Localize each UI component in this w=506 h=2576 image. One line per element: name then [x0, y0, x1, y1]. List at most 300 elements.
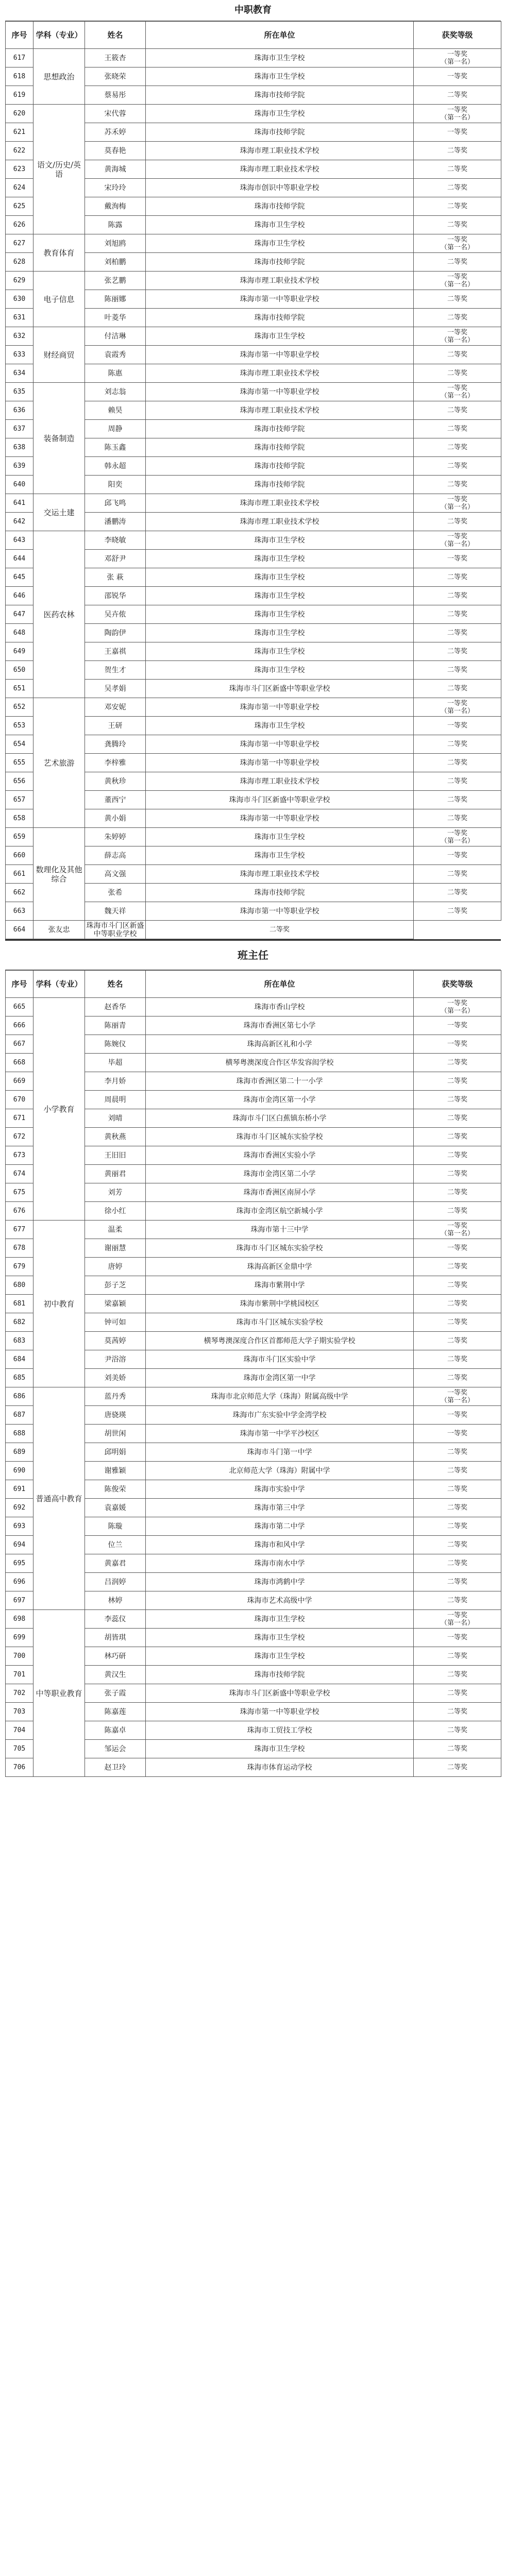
award-level: 二等奖	[414, 86, 501, 105]
award-level: 二等奖	[414, 1499, 501, 1517]
teacher-name: 宋玲玲	[85, 179, 146, 197]
award-level: 一等奖	[414, 1406, 501, 1425]
teacher-name: 钟可如	[85, 1313, 146, 1332]
school-name: 珠海市斗门区白蕉镇东桥小学	[146, 1109, 414, 1128]
row-number: 694	[6, 1536, 33, 1554]
teacher-name: 戴洵梅	[85, 197, 146, 216]
award-level: 二等奖	[414, 605, 501, 624]
row-number: 670	[6, 1091, 33, 1109]
teacher-name: 张子霞	[85, 1684, 146, 1703]
award-level: 二等奖	[414, 1146, 501, 1165]
award-level: 二等奖	[414, 1666, 501, 1684]
table-row	[6, 327, 501, 346]
row-number: 689	[6, 1443, 33, 1462]
teacher-name: 胡世闲	[85, 1425, 146, 1443]
row-number: 678	[6, 1239, 33, 1258]
school-name: 珠海市理工职业技术学校	[146, 494, 414, 513]
award-level: 一等奖 （第一名）	[414, 1387, 501, 1406]
table-row	[6, 383, 501, 401]
school-name: 珠海高新区金鼎中学	[146, 1258, 414, 1276]
school-name: 珠海市第一中等职业学校	[146, 383, 414, 401]
award-level: 一等奖	[414, 123, 501, 142]
school-name: 珠海市第一中等职业学校	[146, 902, 414, 921]
award-level: 二等奖	[414, 1480, 501, 1499]
row-number: 651	[6, 680, 33, 698]
school-name: 珠海市理工职业技术学校	[146, 142, 414, 160]
school-name: 北京师范大学（珠海）附属中学	[146, 1462, 414, 1480]
row-number: 617	[6, 49, 33, 67]
award-level: 二等奖	[414, 290, 501, 309]
award-level: 二等奖	[414, 1350, 501, 1369]
subject-category: 装备制造	[33, 383, 85, 494]
award-level: 二等奖	[414, 438, 501, 457]
school-name: 珠海市卫生学校	[146, 1740, 414, 1758]
school-name: 珠海市卫生学校	[146, 327, 414, 346]
row-number: 641	[6, 494, 33, 513]
teacher-name: 周晨明	[85, 1091, 146, 1109]
row-number: 699	[6, 1629, 33, 1647]
header-row	[6, 22, 501, 49]
teacher-name: 宋代蓉	[85, 105, 146, 123]
teacher-name: 谢丽慧	[85, 1239, 146, 1258]
teacher-name: 王嘉祺	[85, 642, 146, 661]
row-number: 698	[6, 1610, 33, 1629]
row-number: 685	[6, 1369, 33, 1387]
section-title: 中职教育	[5, 0, 501, 21]
award-level: 一等奖 （第一名）	[414, 828, 501, 846]
teacher-name: 魏天祥	[85, 902, 146, 921]
teacher-name: 陈丽青	[85, 1016, 146, 1035]
row-number: 663	[6, 902, 33, 921]
teacher-name: 邱明娟	[85, 1443, 146, 1462]
award-level: 一等奖	[414, 1016, 501, 1035]
column-header: 序号	[6, 971, 33, 998]
school-name: 珠海市技师学院	[146, 86, 414, 105]
school-name: 珠海市卫生学校	[146, 568, 414, 587]
award-level: 二等奖	[414, 1758, 501, 1777]
row-number: 632	[6, 327, 33, 346]
school-name: 横琴粤澳深度合作区华发容闳学校	[146, 1054, 414, 1072]
school-name: 珠海市卫生学校	[146, 605, 414, 624]
table-row	[6, 49, 501, 67]
teacher-name: 韩永超	[85, 457, 146, 476]
row-number: 628	[6, 253, 33, 272]
award-level: 一等奖	[414, 717, 501, 735]
school-name: 珠海市斗门区新盛中等职业学校	[146, 791, 414, 809]
teacher-name: 李梓雅	[85, 754, 146, 772]
row-number: 696	[6, 1573, 33, 1591]
row-number: 664	[6, 921, 33, 939]
row-number: 647	[6, 605, 33, 624]
award-level: 二等奖	[414, 476, 501, 494]
column-header: 姓名	[85, 971, 146, 998]
school-name: 珠海市工贸技工学校	[146, 1721, 414, 1740]
school-name: 珠海市和风中学	[146, 1536, 414, 1554]
row-number: 700	[6, 1647, 33, 1666]
teacher-name: 邓舒尹	[85, 550, 146, 568]
subject-category: 思想政治	[33, 49, 85, 105]
school-name: 珠海市卫生学校	[146, 49, 414, 67]
teacher-name: 毕超	[85, 1054, 146, 1072]
teacher-name: 李蕊仪	[85, 1610, 146, 1629]
table-row	[6, 1387, 501, 1406]
school-name: 珠海市技师学院	[146, 420, 414, 438]
school-name: 珠海市金湾区第二小学	[146, 1165, 414, 1183]
teacher-name: 王研	[85, 717, 146, 735]
school-name: 珠海市第一中等职业学校	[146, 290, 414, 309]
row-number: 661	[6, 865, 33, 884]
school-name: 珠海市鸿鹤中学	[146, 1573, 414, 1591]
award-level: 二等奖	[414, 253, 501, 272]
teacher-name: 林巧研	[85, 1647, 146, 1666]
school-name: 珠海市斗门区新盛中等职业学校	[85, 921, 146, 939]
row-number: 649	[6, 642, 33, 661]
teacher-name: 胡皆琪	[85, 1629, 146, 1647]
award-level: 一等奖 （第一名）	[414, 49, 501, 67]
teacher-name: 黄小娟	[85, 809, 146, 828]
teacher-name: 董西宁	[85, 791, 146, 809]
school-name: 珠海市卫生学校	[146, 661, 414, 680]
table-row	[6, 531, 501, 550]
row-number: 630	[6, 290, 33, 309]
award-level: 二等奖	[414, 1443, 501, 1462]
award-level: 一等奖	[414, 550, 501, 568]
award-level: 一等奖	[414, 1629, 501, 1647]
school-name: 珠海市技师学院	[146, 476, 414, 494]
award-level: 二等奖	[414, 420, 501, 438]
school-name: 珠海市卫生学校	[146, 624, 414, 642]
column-header: 获奖等级	[414, 971, 501, 998]
teacher-name: 陈玉鑫	[85, 438, 146, 457]
school-name: 珠海市技师学院	[146, 884, 414, 902]
school-name: 横琴粤澳深度合作区首都师范大学子期实验学校	[146, 1332, 414, 1350]
award-level: 一等奖 （第一名）	[414, 998, 501, 1016]
row-number: 652	[6, 698, 33, 717]
row-number: 674	[6, 1165, 33, 1183]
school-name: 珠海市卫生学校	[146, 1647, 414, 1666]
subject-category: 小学教育	[33, 998, 85, 1221]
row-number: 633	[6, 346, 33, 364]
row-number: 697	[6, 1591, 33, 1610]
award-level: 二等奖	[414, 160, 501, 179]
award-level: 二等奖	[414, 902, 501, 921]
table-row	[6, 105, 501, 123]
row-number: 692	[6, 1499, 33, 1517]
teacher-name: 彭子芝	[85, 1276, 146, 1295]
school-name: 珠海市卫生学校	[146, 1629, 414, 1647]
school-name: 珠海市技师学院	[146, 438, 414, 457]
school-name: 珠海市紫荆中学桃园校区	[146, 1295, 414, 1313]
award-level: 二等奖	[414, 142, 501, 160]
row-number: 672	[6, 1128, 33, 1146]
teacher-name: 李月娇	[85, 1072, 146, 1091]
row-number: 693	[6, 1517, 33, 1536]
award-level: 二等奖	[146, 921, 414, 939]
school-name: 珠海市香洲区实验小学	[146, 1146, 414, 1165]
award-level: 二等奖	[414, 661, 501, 680]
teacher-name: 刘旭鸥	[85, 234, 146, 253]
award-level: 二等奖	[414, 457, 501, 476]
teacher-name: 陈璇	[85, 1517, 146, 1536]
award-level: 二等奖	[414, 809, 501, 828]
subject-category: 财经商贸	[33, 327, 85, 383]
school-name: 珠海市卫生学校	[146, 1610, 414, 1629]
teacher-name: 陈婉仪	[85, 1035, 146, 1054]
teacher-name: 陈惠	[85, 364, 146, 383]
school-name: 珠海市第一中等职业学校	[146, 735, 414, 754]
award-level: 一等奖 （第一名）	[414, 494, 501, 513]
award-level: 一等奖	[414, 1239, 501, 1258]
row-number: 653	[6, 717, 33, 735]
row-number: 679	[6, 1258, 33, 1276]
row-number: 671	[6, 1109, 33, 1128]
school-name: 珠海市斗门区新盛中等职业学校	[146, 1684, 414, 1703]
school-name: 珠海市第二中学	[146, 1517, 414, 1536]
school-name: 珠海市斗门区城东实验学校	[146, 1313, 414, 1332]
row-number: 695	[6, 1554, 33, 1573]
section-title: 班主任	[5, 939, 501, 970]
award-level: 二等奖	[414, 754, 501, 772]
row-number: 681	[6, 1295, 33, 1313]
award-level: 一等奖	[414, 1425, 501, 1443]
row-number: 625	[6, 197, 33, 216]
teacher-name: 莫茜婷	[85, 1332, 146, 1350]
award-level: 二等奖	[414, 735, 501, 754]
award-level: 二等奖	[414, 197, 501, 216]
award-level: 二等奖	[414, 772, 501, 791]
row-number: 669	[6, 1072, 33, 1091]
row-number: 665	[6, 998, 33, 1016]
school-name: 珠海市理工职业技术学校	[146, 865, 414, 884]
row-number: 623	[6, 160, 33, 179]
award-level: 二等奖	[414, 865, 501, 884]
row-number: 646	[6, 587, 33, 605]
teacher-name: 唐婷	[85, 1258, 146, 1276]
award-level: 二等奖	[414, 1554, 501, 1573]
award-level: 二等奖	[414, 1462, 501, 1480]
row-number: 642	[6, 513, 33, 531]
award-level: 二等奖	[414, 513, 501, 531]
school-name: 珠海市技师学院	[146, 253, 414, 272]
award-level: 二等奖	[414, 364, 501, 383]
row-number: 626	[6, 216, 33, 234]
award-level: 一等奖 （第一名）	[414, 698, 501, 717]
award-level: 二等奖	[414, 1091, 501, 1109]
row-number: 622	[6, 142, 33, 160]
row-number: 636	[6, 401, 33, 420]
award-level: 二等奖	[414, 1740, 501, 1758]
school-name: 珠海市卫生学校	[146, 550, 414, 568]
teacher-name: 梁嘉颖	[85, 1295, 146, 1313]
row-number: 704	[6, 1721, 33, 1740]
teacher-name: 温柔	[85, 1221, 146, 1239]
teacher-name: 袁嘉媛	[85, 1499, 146, 1517]
row-number: 705	[6, 1740, 33, 1758]
school-name: 珠海市卫生学校	[146, 531, 414, 550]
teacher-name: 张希	[85, 884, 146, 902]
teacher-name: 张 萩	[85, 568, 146, 587]
school-name: 珠海市理工职业技术学校	[146, 272, 414, 290]
school-name: 珠海市技师学院	[146, 197, 414, 216]
teacher-name: 黄丽君	[85, 1165, 146, 1183]
row-number: 691	[6, 1480, 33, 1499]
teacher-name: 吕润婷	[85, 1573, 146, 1591]
row-number: 657	[6, 791, 33, 809]
award-level: 二等奖	[414, 568, 501, 587]
table-row	[6, 234, 501, 253]
row-number: 619	[6, 86, 33, 105]
school-name: 珠海市第一中等职业学校	[146, 754, 414, 772]
subject-category: 数理化及其他综合	[33, 828, 85, 921]
school-name: 珠海市卫生学校	[146, 717, 414, 735]
school-name: 珠海市理工职业技术学校	[146, 401, 414, 420]
row-number: 690	[6, 1462, 33, 1480]
school-name: 珠海市卫生学校	[146, 828, 414, 846]
school-name: 珠海市第一中等职业学校	[146, 809, 414, 828]
award-level: 二等奖	[414, 1054, 501, 1072]
award-level: 二等奖	[414, 1276, 501, 1295]
school-name: 珠海市金湾区航空新城小学	[146, 1202, 414, 1221]
table-row	[6, 921, 501, 939]
subject-category: 艺术旅游	[33, 698, 85, 828]
teacher-name: 黄秋燕	[85, 1128, 146, 1146]
award-level: 二等奖	[414, 1128, 501, 1146]
row-number: 631	[6, 309, 33, 327]
row-number: 644	[6, 550, 33, 568]
row-number: 621	[6, 123, 33, 142]
school-name: 珠海市香山学校	[146, 998, 414, 1016]
teacher-name: 陈嘉莲	[85, 1703, 146, 1721]
award-level: 一等奖 （第一名）	[414, 234, 501, 253]
teacher-name: 李晓敏	[85, 531, 146, 550]
teacher-name: 位兰	[85, 1536, 146, 1554]
award-level: 一等奖 （第一名）	[414, 1610, 501, 1629]
row-number: 676	[6, 1202, 33, 1221]
award-level: 一等奖	[414, 67, 501, 86]
teacher-name: 刘美娇	[85, 1369, 146, 1387]
award-level: 二等奖	[414, 1313, 501, 1332]
row-number: 640	[6, 476, 33, 494]
row-number: 659	[6, 828, 33, 846]
row-number: 688	[6, 1425, 33, 1443]
teacher-name: 潘鹏涛	[85, 513, 146, 531]
teacher-name: 刘志翁	[85, 383, 146, 401]
award-level: 二等奖	[414, 1165, 501, 1183]
award-table	[5, 970, 501, 1777]
subject-category: 医药农林	[33, 531, 85, 698]
teacher-name: 陈嘉卓	[85, 1721, 146, 1740]
row-number: 639	[6, 457, 33, 476]
school-name: 珠海市斗门区城东实验学校	[146, 1128, 414, 1146]
award-level: 一等奖 （第一名）	[414, 272, 501, 290]
school-name: 珠海市金湾区第一中学	[146, 1369, 414, 1387]
header-row	[6, 971, 501, 998]
school-name: 珠海市斗门第一中学	[146, 1443, 414, 1462]
school-name: 珠海市卫生学校	[146, 105, 414, 123]
column-header: 学科（专业）	[33, 971, 85, 998]
school-name: 珠海市创识中等职业学校	[146, 179, 414, 197]
teacher-name: 林婷	[85, 1591, 146, 1610]
school-name: 珠海市卫生学校	[146, 67, 414, 86]
school-name: 珠海市金湾区第一小学	[146, 1091, 414, 1109]
row-number: 683	[6, 1332, 33, 1350]
teacher-name: 赵卫玲	[85, 1758, 146, 1777]
award-level: 二等奖	[414, 791, 501, 809]
subject-category: 语文/历史/英语	[33, 105, 85, 234]
award-level: 一等奖 （第一名）	[414, 1221, 501, 1239]
school-name: 珠海市香洲区南屏小学	[146, 1183, 414, 1202]
award-level: 二等奖	[414, 1258, 501, 1276]
teacher-name: 张艺鹏	[85, 272, 146, 290]
teacher-name: 莫春艳	[85, 142, 146, 160]
school-name: 珠海市第一中学平沙校区	[146, 1425, 414, 1443]
award-level: 二等奖	[414, 587, 501, 605]
row-number: 638	[6, 438, 33, 457]
school-name: 珠海市理工职业技术学校	[146, 772, 414, 791]
award-level: 一等奖 （第一名）	[414, 383, 501, 401]
school-name: 珠海市理工职业技术学校	[146, 513, 414, 531]
school-name: 珠海市体育运动学校	[146, 1758, 414, 1777]
table-row	[6, 494, 501, 513]
teacher-name: 黄海城	[85, 160, 146, 179]
award-level: 一等奖	[414, 1035, 501, 1054]
award-level: 二等奖	[414, 680, 501, 698]
teacher-name: 王旧旧	[85, 1146, 146, 1165]
teacher-name: 付洁琳	[85, 327, 146, 346]
row-number: 684	[6, 1350, 33, 1369]
row-number: 656	[6, 772, 33, 791]
award-level: 二等奖	[414, 1202, 501, 1221]
award-list-document	[5, 0, 501, 1777]
column-header: 序号	[6, 22, 33, 49]
column-header: 姓名	[85, 22, 146, 49]
row-number: 686	[6, 1387, 33, 1406]
school-name: 珠海市香洲区第二十一小学	[146, 1072, 414, 1091]
column-header: 所在单位	[146, 971, 414, 998]
award-level: 二等奖	[414, 1517, 501, 1536]
teacher-name: 龚腾玲	[85, 735, 146, 754]
teacher-name: 黄秋珍	[85, 772, 146, 791]
row-number: 634	[6, 364, 33, 383]
column-header: 获奖等级	[414, 22, 501, 49]
teacher-name: 刘晴	[85, 1109, 146, 1128]
row-number: 624	[6, 179, 33, 197]
teacher-name: 苏禾婷	[85, 123, 146, 142]
award-level: 一等奖 （第一名）	[414, 531, 501, 550]
teacher-name: 赵香华	[85, 998, 146, 1016]
row-number: 680	[6, 1276, 33, 1295]
table-row	[6, 998, 501, 1016]
award-level: 二等奖	[414, 216, 501, 234]
award-table	[5, 21, 501, 939]
school-name: 珠海市斗门区城东实验学校	[146, 1239, 414, 1258]
row-number: 702	[6, 1684, 33, 1703]
teacher-name: 尹浴溶	[85, 1350, 146, 1369]
award-level: 二等奖	[414, 1295, 501, 1313]
teacher-name: 刘柏鹏	[85, 253, 146, 272]
table-row	[6, 1610, 501, 1629]
teacher-name: 朱婷婷	[85, 828, 146, 846]
teacher-name: 高文强	[85, 865, 146, 884]
row-number: 675	[6, 1183, 33, 1202]
teacher-name: 刘芳	[85, 1183, 146, 1202]
school-name: 珠海市第十三中学	[146, 1221, 414, 1239]
school-name: 珠海市第一中等职业学校	[146, 1703, 414, 1721]
row-number: 662	[6, 884, 33, 902]
award-level: 二等奖	[414, 1591, 501, 1610]
row-number: 648	[6, 624, 33, 642]
school-name: 珠海市斗门区新盛中等职业学校	[146, 680, 414, 698]
